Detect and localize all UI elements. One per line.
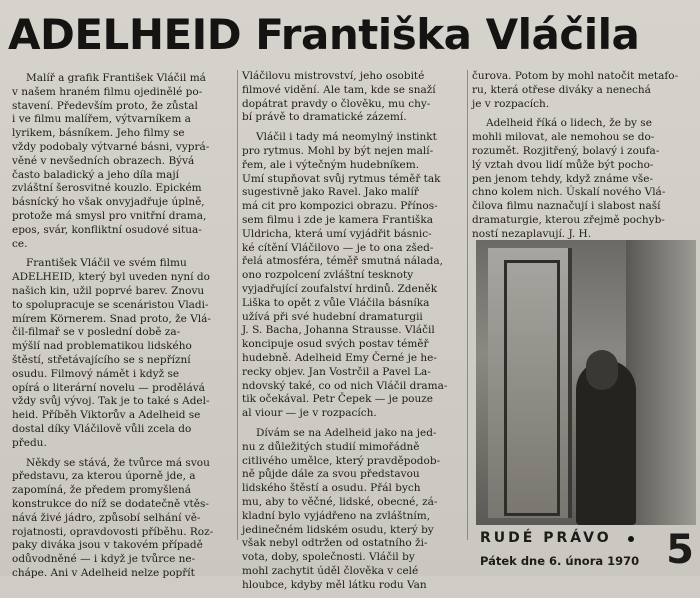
paragraph: Adelheid říká o lidech, že by se mohli milovat, ale nemohou se do- rozumět. Rozjitřený, bolavý i zoufa- lý vztah dvou lidí může být pocho- pen jenom tehdy, když známe vše- chno kolem nich. Úskalí nového Vlá- čilova filmu naznačují i slabost naší dramaturgie, kterou zřejmě pochyb- ností nezaplavují. J. H. <box>472 117 666 240</box>
paragraph: Vláčilovu mistrovství, jeho osobité filmové vidění. Ale tam, kde se snaží dopátrat pravdy o člověku, mu chy- bí právě to dramatické zázemí. <box>242 70 436 124</box>
column-divider <box>467 70 468 540</box>
newspaper-name: RUDÉ PRÁVO <box>480 530 612 546</box>
issue-date: Pátek dne 6. února 1970 <box>480 554 640 568</box>
paragraph: Malíř a grafik František Vláčil má v našem hraném filmu ojedinělé po- stavení. Především proto, že zůstal i ve filmu malířem, výtvarníkem a lyrikem, básníkem. Jeho filmy se vždy podobaly výtvarné básni, vyprá- věné v nevšedních obrazech. Bývá často baladický a jeho díla mají zvláštní šerosvitné kouzlo. Epickém básnícký ho však onvyjadřuje úplně, protože má smysl pro vnitřní drama, epos, svár, konfliktní osudové situa- ce. <box>12 72 210 250</box>
window-frame <box>504 260 560 516</box>
article-column-2 <box>242 70 464 598</box>
foliage-shape <box>626 240 696 525</box>
column-divider <box>237 70 238 540</box>
paragraph: čurova. Potom by mohl natočit metafo- ru, která otřese diváky a nenechá je v rozpacích. <box>472 70 679 110</box>
woman-head <box>586 350 618 390</box>
page-number: 5 <box>666 527 694 573</box>
article-column-1 <box>12 72 234 587</box>
film-still-photo <box>476 240 696 525</box>
newspaper-masthead <box>478 528 696 574</box>
paragraph: Dívám se na Adelheid jako na jed- nu z důležitých studií mimořádně citlivého umělce, který pravděpodob- ně půjde dále za svou představou lidského štěstí a osudu. Přál bych mu, aby to věčné, lidské, obecné, zá- kladní bylo vyjádřeno na zvláštním, jedinečném lidském osudu, který by však nebyl odtržen od ostatního ži- vota, doby, společnosti. Vláčil by mohl zachytit úděl člověka v celé hloubce, kdyby měl látku rodu Van <box>242 426 441 591</box>
paragraph: Vláčil i tady má neomylný instinkt pro rytmus. Mohl by být nejen malí- řem, ale i výtečným hudebníkem. Umí stupňovat svůj rytmus téměř tak sugestivně jako Ravel. Jako malíř má cit pro kompozici obrazu. Přínos- sem filmu i zde je kamera Františka Uldricha, která umí vyjádřit básnic- ké cítění Vláčilovo — je to ona zšed- řelá atmosféra, téměř smutná nálada, ono rozpolcení zvláštní tesknoty vyjadřující zoufalství hrdinů. Zdeněk Liška to opět z vůle Vláčila básníka užívá při své hudební dramaturgii J. S. Bacha, Johanna Strausse. Vláčil koncipuje osud svých postav téměř hudebně. Adelheid Emy Černé je he- recky objev. Jan Vostrčil a Pavel La- ndovský také, co od nich Vláčil drama- tik očekával. Petr Čepek — je pouze al viour — je v rozpacích. <box>242 131 448 420</box>
article-column-3 <box>472 70 694 248</box>
paragraph: Někdy se stává, že tvůrce má svou představu, za kterou úporně jde, a zapomíná, že předem promyšlená konstrukce do níž se dodatečně vtěs- nává živé jádro, způsobí selhání vě- rojatnosti, opravdovosti příběhu. Roz- paky diváka jsou v takovém případě odůvodněné — i když je tvůrce ne- chápe. Ani v Adelheid nelze popřít <box>12 456 214 579</box>
bullet-dot <box>628 536 634 542</box>
paragraph: František Vláčil ve svém filmu ADELHEID, který byl uveden nyní do našich kin, užil poprvé barev. Znovu to spolupracuje se scenáristou Vladi- mírem Körnerem. Snad proto, že Vlá- čil-filmař se v poslední době za- mýšlí nad problematikou lidského štěstí, střetávajícího se s nepřízní osudu. Filmový námět i když se opírá o literární novelu — prodělává vždy svůj vývoj. Tak je to také s Adel- heid. Příběh Viktorův a Adelheid se dostal díky Vláčilově vůli zcela do předu. <box>12 257 211 449</box>
article-headline: ADELHEID Františka Vláčila <box>8 10 640 59</box>
